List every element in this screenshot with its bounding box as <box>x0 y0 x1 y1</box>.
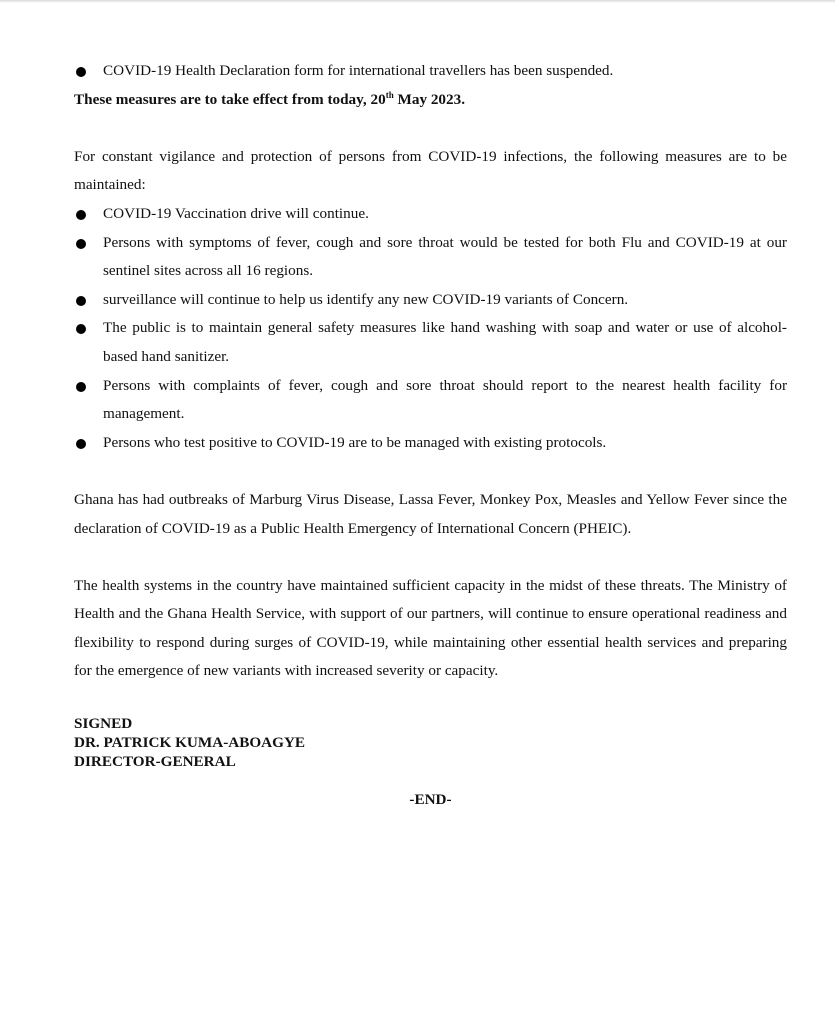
list-item <box>74 200 787 229</box>
list-item <box>74 314 787 371</box>
bullet-icon <box>76 296 86 306</box>
effective-date-suffix: May 2023. <box>393 90 466 108</box>
list-item-text: Persons who test positive to COVID-19 are to be managed with existing protocols. <box>103 433 607 451</box>
effective-date-prefix: These measures are to take effect from today, 20 <box>74 90 386 108</box>
document-body <box>74 57 787 771</box>
effective-date-superscript: th <box>385 89 394 100</box>
effective-date-statement <box>74 86 787 115</box>
signature-block <box>74 714 787 771</box>
bullet-icon <box>76 382 86 392</box>
maintained-measures-list <box>74 200 787 457</box>
bullet-icon <box>76 210 86 220</box>
list-item <box>74 57 787 86</box>
page-top-edge <box>0 0 835 3</box>
signatory-title: DIRECTOR-GENERAL <box>74 753 236 771</box>
signatory-name: DR. PATRICK KUMA-ABOAGYE <box>74 734 306 752</box>
list-item-text: COVID-19 Vaccination drive will continue. <box>103 204 369 222</box>
end-marker: -END- <box>409 791 452 808</box>
signed-label: SIGNED <box>74 715 133 733</box>
bullet-icon <box>76 239 86 249</box>
capacity-paragraph: The health systems in the country have maintained sufficient capacity in the midst of these threats. The Ministry of Health and the Ghana Health Service, with support of our partners, will continue to ensure operational readiness and flexibility to respond during surges of COVID-19, while maintaining other essential health services and preparing for the emergence of new variants with increased severity or capacity. <box>74 576 787 680</box>
list-item-text: Persons with symptoms of fever, cough and sore throat would be tested for both Flu and COVID-19 at our sentinel sites across all 16 regions. <box>103 233 787 280</box>
outbreaks-paragraph: Ghana has had outbreaks of Marburg Virus Disease, Lassa Fever, Monkey Pox, Measles and Yellow Fever since the declaration of COVID-19 as a Public Health Emergency of International Concern (PHEIC). <box>74 490 787 537</box>
list-item-text: surveillance will continue to help us identify any new COVID-19 variants of Concern. <box>103 290 629 308</box>
list-item-text: Persons with complaints of fever, cough and sore throat should report to the nearest health facility for management. <box>103 376 787 423</box>
list-item <box>74 229 787 286</box>
vigilance-intro-paragraph: For constant vigilance and protection of persons from COVID-19 infections, the following measures are to be maintained: <box>74 147 787 194</box>
bullet-icon <box>76 324 86 334</box>
bullet-icon <box>76 67 86 77</box>
list-item <box>74 372 787 429</box>
list-item-text: COVID-19 Health Declaration form for international travellers has been suspended. <box>103 62 614 79</box>
list-item-text: The public is to maintain general safety measures like hand washing with soap and water or use of alcohol-based hand sanitizer. <box>103 319 787 365</box>
list-item <box>74 286 787 315</box>
bullet-icon <box>76 439 86 449</box>
list-item <box>74 429 787 458</box>
suspended-measures-list <box>74 57 787 86</box>
